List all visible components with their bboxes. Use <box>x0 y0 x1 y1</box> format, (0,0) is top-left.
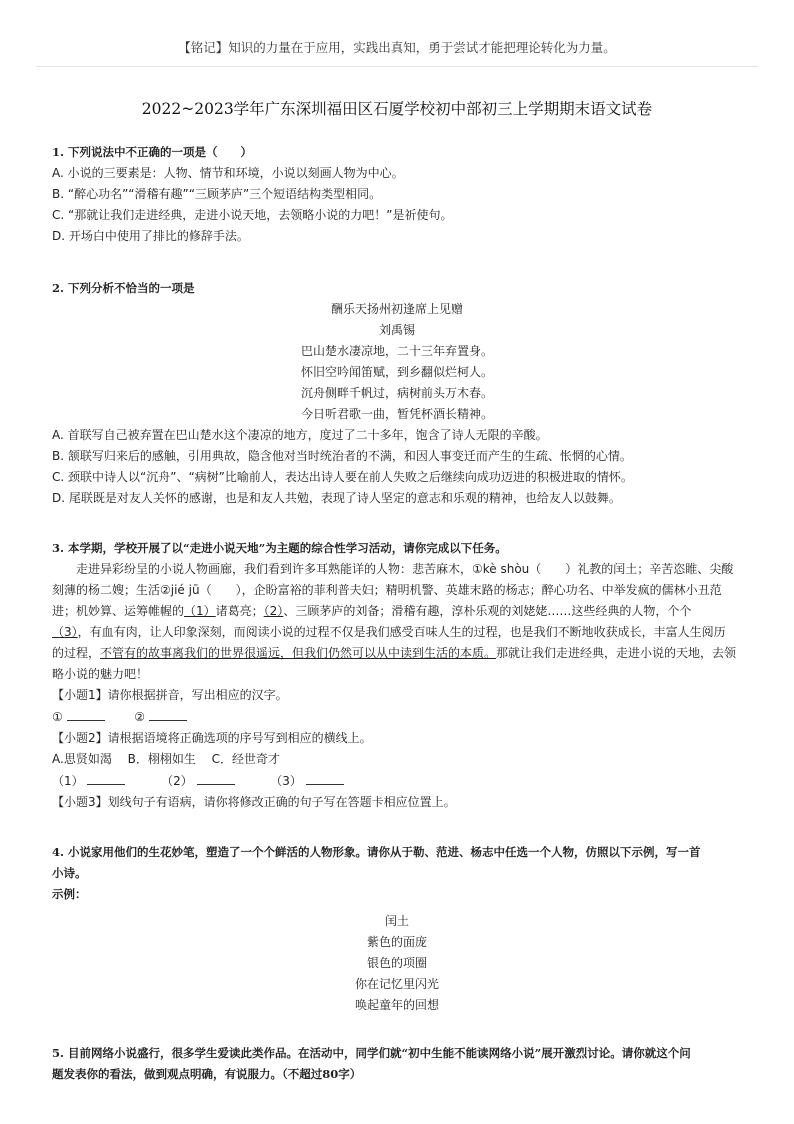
q3-text: 、三顾茅庐的刘备；滑稽有趣，淳朴乐观的刘姥姥……这些经典的人物，个个 <box>283 604 692 618</box>
question-5-stem: 5. 目前网络小说盛行，很多学生爱读此类作品。在活动中，同学们就“初中生能不能读网络小说”展开激烈讨论。请你就这个问 <box>52 1046 691 1060</box>
q4-example-poem-line: 紫色的面庞 <box>366 935 427 949</box>
q3-blank-1[interactable]: （1） <box>184 604 216 618</box>
q3-sub2-answer-blank-1[interactable] <box>87 770 125 785</box>
q3-sub1-label-2: ② <box>134 710 146 724</box>
question-4 <box>52 842 742 1016</box>
q2-poem-line: 巴山楚水凄凉地，二十三年弃置身。 <box>300 344 493 358</box>
q2-option-d: D. 尾联既是对友人关怀的感谢，也是和友人共勉，表现了诗人坚定的意志和乐观的精神，也给友人以鼓舞。 <box>52 491 621 505</box>
q3-subquestion-2: 【小题2】请根据语境将正确选项的序号写到相应的横线上。 <box>52 731 372 745</box>
q1-option-b: B. “醉心功名”“滑稽有趣”“三顾茅庐”三个短语结构类型相同。 <box>52 187 382 201</box>
q3-passage-line: 略小说的魅力吧！ <box>52 667 149 681</box>
q4-example-poem-line: 你在记忆里闪光 <box>354 977 439 991</box>
q3-sub2-answers <box>52 770 742 792</box>
q3-passage-line: 走进异彩纷呈的小说人物画廊，我们看到许多耳熟能详的人物：悲苦麻木，①kè shòu（ ）礼教的闰土；辛苦恣睢、尖酸 <box>76 562 734 576</box>
q3-sub1-label-1: ① <box>52 710 63 724</box>
q3-passage-line <box>52 643 742 664</box>
exam-title: 2022~2023学年广东深圳福田区石厦学校初中部初三上学期期末语文试卷 <box>141 100 653 118</box>
question-3 <box>52 538 742 813</box>
q3-text: 那就让我们走进经典，走进小说的天地，去领 <box>496 646 737 660</box>
q3-sub1-answers <box>52 706 742 728</box>
q2-option-b: B. 颔联写归来后的感触，引用典故，隐含他对当时统治者的不满，和因人事变迁而产生的生疏、怅惘的心情。 <box>52 449 632 463</box>
question-5-stem-cont: 题发表你的看法，做到观点明确，有说服力。（不超过80字） <box>52 1067 362 1081</box>
q3-subquestion-3: 【小题3】划线句子有语病，请你将修改正确的句子写在答题卡相应位置上。 <box>52 795 456 809</box>
q3-sub2-label-1: （1） <box>52 774 84 788</box>
q3-blank-2[interactable]: （2） <box>263 604 284 618</box>
q1-option-d: D. 开场白中使用了排比的修辞手法。 <box>52 229 249 243</box>
q2-poem-title: 酬乐天扬州初逢席上见赠 <box>330 302 463 316</box>
q2-poem-line: 今日听君歌一曲，暂凭杯酒长精神。 <box>300 407 493 421</box>
q3-text: 进；机妙算、运筹帷幄的 <box>52 604 185 618</box>
q3-passage-line <box>52 601 742 622</box>
q3-text: 的过程， <box>52 646 101 660</box>
q3-text: 诸葛亮； <box>215 604 264 618</box>
q3-sub2-label-3: （3） <box>270 774 302 788</box>
q2-poem-line: 怀旧空吟闻笛赋，到乡翻似烂柯人。 <box>300 365 493 379</box>
q3-sub1-answer-blank-2[interactable] <box>149 706 187 721</box>
q2-option-c: C. 颈联中诗人以“沉舟”、“病树”比喻前人，表达出诗人要在前人失败之后继续向成功迈进的积极进取的情怀。 <box>52 470 633 484</box>
q1-option-c: C. “那就让我们走进经典，走进小说天地，去领略小说的力吧！”是祈使句。 <box>52 208 453 222</box>
question-1-stem: 1. 下列说法中不正确的一项是（ ） <box>52 145 253 159</box>
q2-poem-line: 沉舟侧畔千帆过，病树前头万木春。 <box>300 386 493 400</box>
question-4-stem: 4. 小说家用他们的生花妙笔，塑造了一个个鲜活的人物形象。请你从于勒、范进、杨志中任选一个人物，仿照以下示例，写一首 <box>52 845 701 859</box>
motto-divider <box>36 66 758 67</box>
question-3-stem: 3. 本学期，学校开展了以“走进小说天地”为主题的综合性学习活动，请你完成以下任务。 <box>52 541 507 555</box>
q3-sub2-answer-blank-3[interactable] <box>306 770 344 785</box>
question-4-stem-cont: 小诗。 <box>52 866 87 880</box>
q2-poem-author: 刘禹锡 <box>378 323 415 337</box>
q1-option-a: A. 小说的三要素是：人物、情节和环境，小说以刻画人物为中心。 <box>52 166 404 180</box>
q3-blank-3[interactable]: （3） <box>52 625 78 639</box>
q2-option-a: A. 首联写自己被弃置在巴山楚水这个凄凉的地方，度过了二十多年，饱含了诗人无限的辛酸。 <box>52 428 548 442</box>
question-2-stem: 2. 下列分析不恰当的一项是 <box>52 281 195 295</box>
q3-subquestion-1: 【小题1】请你根据拼音，写出相应的汉字。 <box>52 688 288 702</box>
q3-passage-line: 刻薄的杨二嫂；生活②jié jū（ ），企盼富裕的菲利普夫妇；精明机警、英雄末路的杨志；醉心功名、中举发疯的儒林小丑范 <box>52 583 722 597</box>
exam-content <box>52 142 742 1085</box>
motto: 【铭记】知识的力量在于应用，实践出真知，勇于尝试才能把理论转化为力量。 <box>178 40 616 55</box>
q3-sub2-options: A.思贤如渴 B．栩栩如生 C．经世奇才 <box>52 752 281 766</box>
q3-passage-line <box>52 622 742 643</box>
q4-example-label: 示例： <box>52 887 87 901</box>
question-2 <box>52 278 742 509</box>
q3-sub2-answer-blank-2[interactable] <box>197 770 235 785</box>
q4-example-poem-line: 银色的项圈 <box>366 956 427 970</box>
q4-example-poem-title: 闰土 <box>384 914 409 928</box>
q3-underlined-sentence: 不管有的故事离我们的世界很遥远，但我们仍然可以从中读到生活的本质。 <box>100 646 497 660</box>
q3-sub1-answer-blank-1[interactable] <box>67 706 105 721</box>
question-1 <box>52 142 742 247</box>
q4-example-poem-line: 唤起童年的回想 <box>354 998 439 1012</box>
q3-text: ，有血有肉，让人印象深刻，而阅读小说的过程不仅是我们感受百味人生的过程，也是我们不断地收获成长，丰富人生阅历 <box>77 625 726 639</box>
question-5 <box>52 1043 742 1085</box>
q3-sub2-label-2: （2） <box>161 774 193 788</box>
